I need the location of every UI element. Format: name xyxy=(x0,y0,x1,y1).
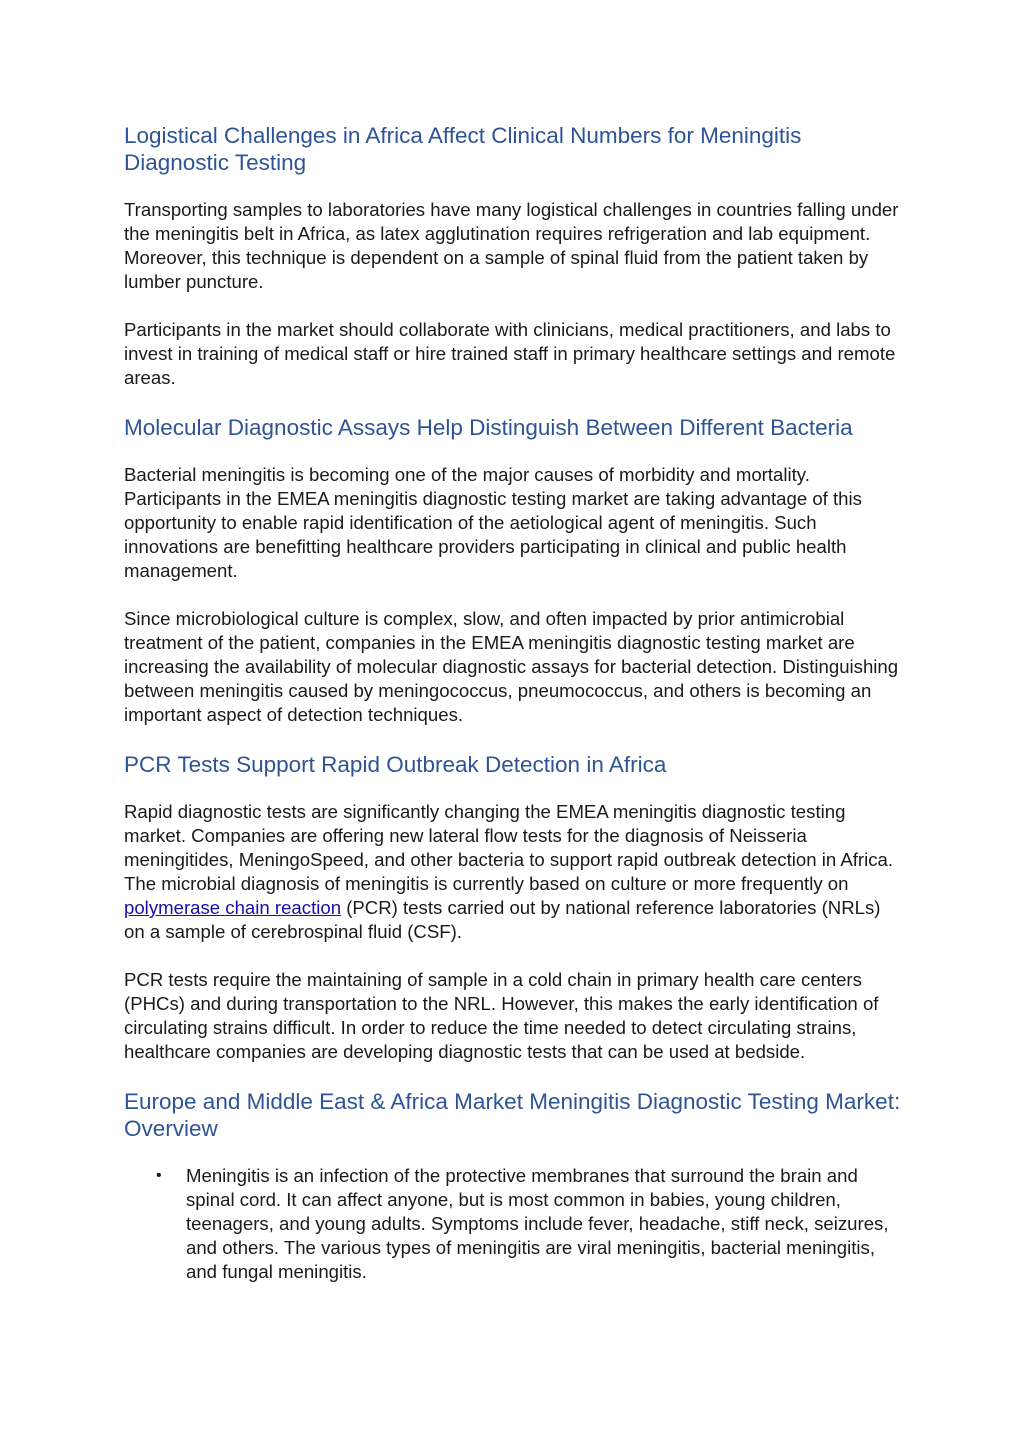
paragraph-text: (PCR) tests carried out by national reference laboratories (NRLs) on a sample of cerebrospinal fluid (CSF). xyxy=(124,897,881,942)
section-molecular-diagnostic xyxy=(124,414,904,727)
paragraph-text: Rapid diagnostic tests are significantly changing the EMEA meningitis diagnostic testing market. Companies are offering new lateral flow tests for the diagnosis of Neisseria meningitides, MeningoSpeed, and other bacteria to support rapid outbreak detection in Africa. The microbial diagnosis of meningitis is currently based on culture or more frequently on xyxy=(124,801,894,894)
paragraph: Participants in the market should collaborate with clinicians, medical practitioners, and labs to invest in training of medical staff or hire trained staff in primary healthcare settings and remote areas. xyxy=(124,319,896,388)
document-page xyxy=(124,122,904,1284)
pcr-link[interactable]: polymerase chain reaction xyxy=(124,897,342,918)
list-item-text: Meningitis is an infection of the protective membranes that surround the brain and spinal cord. It can affect anyone, but is most common in babies, young children, teenagers, and young adults. Symptoms include fever, headache, stiff neck, seizures, and others. The various types of meningitis are viral meningitis, bacterial meningitis, and fungal meningitis. xyxy=(186,1165,889,1282)
paragraph: Transporting samples to laboratories have many logistical challenges in countries falling under the meningitis belt in Africa, as latex agglutination requires refrigeration and lab equipment. Moreover, this technique is dependent on a sample of spinal fluid from the patient taken by lumber puncture. xyxy=(124,199,899,292)
section-heading: Molecular Diagnostic Assays Help Distinguish Between Different Bacteria xyxy=(124,415,853,440)
paragraph: Bacterial meningitis is becoming one of the major causes of morbidity and mortality. Participants in the EMEA meningitis diagnostic testing market are taking advantage of this opportunity to enable rapid identification of the aetiological agent of meningitis. Such innovations are benefitting healthcare providers participating in clinical and public health management. xyxy=(124,464,862,581)
paragraph xyxy=(124,800,904,944)
section-heading: PCR Tests Support Rapid Outbreak Detection in Africa xyxy=(124,752,667,777)
bullet-icon: • xyxy=(156,1167,162,1184)
paragraph: Since microbiological culture is complex, slow, and often impacted by prior antimicrobial treatment of the patient, companies in the EMEA meningitis diagnostic testing market are increasing the availability of molecular diagnostic assays for bacterial detection. Distinguishing between meningitis caused by meningococcus, pneumococcus, and others is becoming an important aspect of detection techniques. xyxy=(124,608,899,725)
section-heading: Europe and Middle East & Africa Market Meningitis Diagnostic Testing Market: Overview xyxy=(124,1089,901,1141)
section-logistical-challenges xyxy=(124,122,904,390)
list-item xyxy=(156,1164,904,1284)
section-heading: Logistical Challenges in Africa Affect Clinical Numbers for Meningitis Diagnostic Testing xyxy=(124,123,802,175)
section-market-overview xyxy=(124,1088,904,1284)
bullet-list xyxy=(124,1164,904,1284)
section-pcr-tests xyxy=(124,751,904,1064)
paragraph: PCR tests require the maintaining of sample in a cold chain in primary health care centers (PHCs) and during transportation to the NRL. However, this makes the early identification of circulating strains difficult. In order to reduce the time needed to detect circulating strains, healthcare companies are developing diagnostic tests that can be used at bedside. xyxy=(124,969,879,1062)
